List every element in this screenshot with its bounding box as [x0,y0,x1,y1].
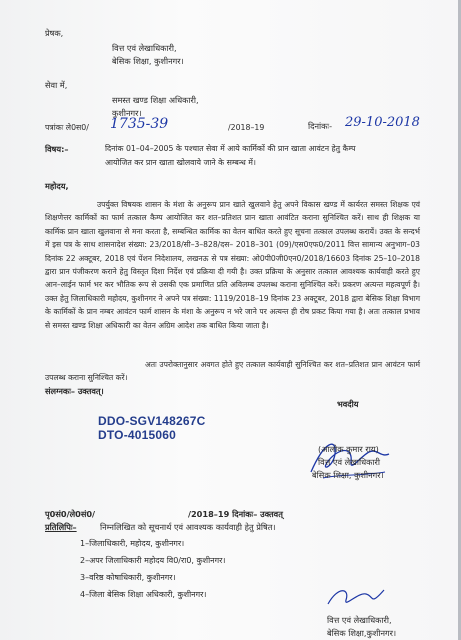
subject-line-2: आयोजित कर प्रान खाता खोलवाये जाने के सम्बन्ध में। [105,158,256,167]
recipient-line-1: समस्त खण्ड शिक्षा अधिकारी, [112,95,199,105]
subject-line-1: दिनांक 01–04–2005 के पश्चात सेवा में आये कार्मिकों की प्रान खाता आवंटन हेतु कैम्प [105,144,356,153]
letter-date-label: दिनांकः- [308,121,333,131]
letter-year: /2018–19 [228,123,265,132]
letter-number-handwritten: 1735-39 [110,116,169,132]
recipient-heading: सेवा में, [45,80,68,90]
copy-purpose-text: निम्नलिखित को सूचनार्थ एवं आवश्यक कार्यवाही हेतु प्रेषित। [100,522,276,532]
sender-line-2: बेसिक शिक्षा, कुशीनगर। [112,56,184,66]
letter-number-label: पत्रांकः ले0स0/ [45,123,89,132]
copy-list-item: 1–जिलाधिकारी, महोदय, कुशीनगर। [80,539,185,548]
subject-label: विषय:– [45,144,69,154]
copy-sign-designation-1: वित्त एवं लेखाधिकारी, [327,615,392,625]
sender-heading: प्रेषक, [45,28,64,38]
officer-name: (आलोक कुमार राय) [318,444,379,454]
ddo-code-stamp: DDO-SGV148267C [98,414,206,428]
copy-year-date: /2018–19 दिनांकः– उक्तवत् [188,509,283,519]
salutation: महोदय, [45,181,69,191]
enclosure-note: संलग्नकः– उक्तवत्। [45,386,104,396]
copy-signature [320,582,390,612]
copy-list-item: 2–अपर जिलाधिकारी महोदय वि0/रा0, कुशीनगर। [80,556,226,565]
officer-designation-2: बेसिक शिक्षा, कुशीनगर। [312,470,384,480]
body-paragraph-1: उपर्युक्त विषयक शासन के मंशा के अनुरूप प्रान खाते खुलवाने हेतु अपने विकास खण्ड में कार्यरत समस्त शिक्षक एवं शिक्षणेत्तर कार्मिकों का फार्म तत्काल कैम्प आयोजित कर शत–प्रतिशत प्रान खाता आवंटित कराना सुनिश्चित करें। साथ ही शिक्षक या कार्मिक प्रान खाता खुलवाना से मना करता है, सम्बन्धित कार्मिक का वेतन बाधित करते हुए सूचना तत्काल उपलब्ध करायें। उक्त के सन्दर्भ में इस पत्र के साथ शासनादेश संख्या: 23/2018/सी–3–828/दस– 2018–301 (09)/एस0एफ0/2011 वित्त सामान्य अनुभाग–03 दिनांक 22 अक्टूबर, 2018 एवं पेंशन निदेशालय, लखनऊ से पत्र संख्या: ओ0पी0जी0एन0/2018/16603 दिनांक 25–10–2018 द्वारा प्रान पंजीकरण कराने हेतु विस्तृत दिशा निर्देश एवं प्रक्रिया दी गयी है। उक्त प्रक्रिया के अनुसार तत्काल आवश्यक कार्यवाही करते हुए आन–लाईन फार्म भर कर भौतिक रूप से उसकी एक प्रमाणित प्रति अविलम्ब उपलब्ध कराना सुनिश्चित करें। प्रकरण अत्यन्त महत्वपूर्ण है। उक्त हेतु जिलाधिकारी महोदय, कुशीनगर ने अपने पत्र संख्या: 1119/2018–19 दिनांक 23 अक्टूबर, 2018 द्वारा बेसिक शिक्षा विभाग के कार्मिकों के प्रान नम्बर आवंटन फार्म शासन के मंशा के अनुरूप न भरे जाने पर अत्यन्त ही रोष प्रकट किया गया है। अतः तत्काल प्रभाव से समस्त खण्ड शिक्षा अधिकारी का वेतन अग्रिम आदेश तक बाधित किया जाता है। [45,200,420,330]
copy-list-item: 4–जिला बेसिक शिक्षा अधिकारी, कुशीनगर। [80,590,207,599]
letter-date-handwritten: 29-10-2018 [345,115,420,130]
dto-code-stamp: DTO-4015060 [98,428,177,442]
closing-bhavadiya: भवदीय [337,399,359,409]
officer-designation-1: वित्त एवं लेखाधिकारी [318,457,381,467]
copy-heading: प्रतिलिपिः– [45,522,77,532]
copy-sign-designation-2: बेसिक शिक्षा,कुशीनगर। [327,628,397,638]
copy-list-item: 3–वरिष्ठ कोषाधिकारी, कुशीनगर। [80,573,176,582]
copy-letter-number: पृ0सं0/ले0सं0/ [45,509,96,519]
body-paragraph-2: अतः उपरोक्तानुसार अवगत होते हुए तत्काल कार्यवाही सुनिश्चित कर शत–प्रतिशत प्रान आवंटन फार्म उपलब्ध कराना सुनिश्चित करें। [45,360,420,383]
sender-line-1: वित्त एवं लेखाधिकारी, [112,43,177,53]
recipient-line-2: कुशीनगर। [112,108,142,118]
